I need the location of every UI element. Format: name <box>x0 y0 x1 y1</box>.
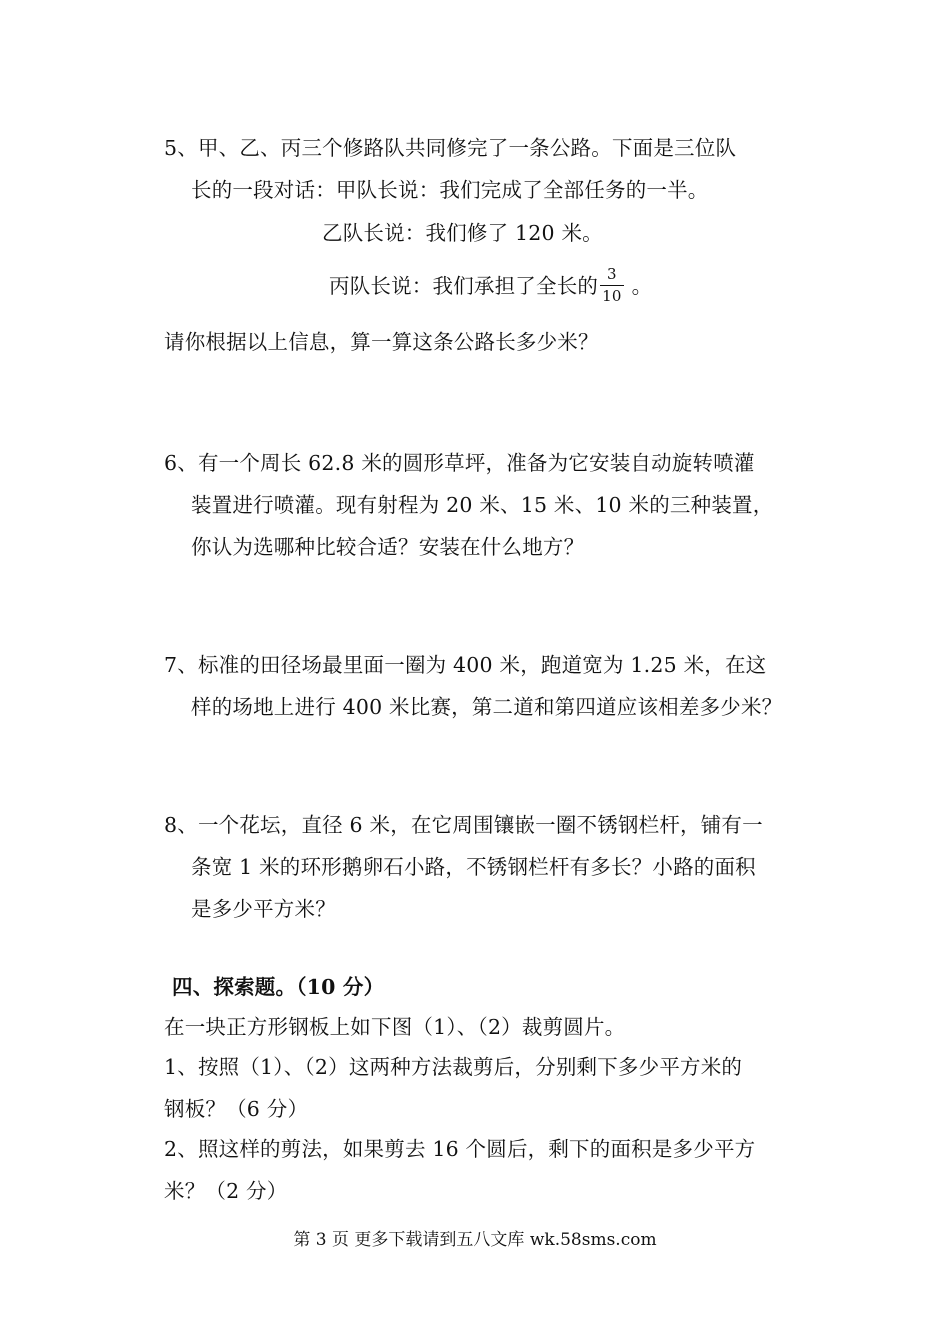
section-4-q1-line-2: 钢板？（6 分） <box>164 1097 309 1121</box>
fraction-denominator: 10 <box>602 287 622 305</box>
q8-line-3: 是多少平方米？ <box>191 897 336 921</box>
q7-line-1: 7、标准的田径场最里面一圈为 400 米，跑道宽为 1.25 米，在这 <box>164 653 767 677</box>
q5-line-4-prefix: 丙队长说：我们承担了全长的 <box>329 274 599 298</box>
section-4-q2-line-2: 米？（2 分） <box>164 1179 288 1203</box>
section-4-intro: 在一块正方形钢板上如下图（1）、（2）裁剪圆片。 <box>164 1015 626 1039</box>
q6-line-1: 6、有一个周长 62.8 米的圆形草坪，准备为它安装自动旋转喷灌 <box>164 451 755 475</box>
q5-line-1: 5、甲、乙、丙三个修路队共同修完了一条公路。下面是三位队 <box>164 136 737 160</box>
q5-line-4-suffix: 。 <box>631 274 653 298</box>
q6-line-2: 装置进行喷灌。现有射程为 20 米、15 米、10 米的三种装置， <box>191 493 774 517</box>
section-4-heading: 四、探索题。（10 分） <box>172 975 385 999</box>
q5-line-3: 乙队长说：我们修了 120 米。 <box>322 221 603 245</box>
fraction-numerator: 3 <box>600 266 624 286</box>
q8-line-2: 条宽 1 米的环形鹅卵石小路，不锈钢栏杆有多长？小路的面积 <box>191 855 756 879</box>
q8-line-1: 8、一个花坛，直径 6 米，在它周围镶嵌一圈不锈钢栏杆，铺有一 <box>164 813 763 837</box>
q5-line-2: 长的一段对话：甲队长说：我们完成了全部任务的一半。 <box>191 178 709 202</box>
page-footer: 第 3 页 更多下载请到五八文库 wk.58sms.com <box>293 1230 657 1250</box>
q7-line-2: 样的场地上进行 400 米比赛，第二道和第四道应该相差多少米？ <box>191 695 783 719</box>
q6-line-3: 你认为选哪种比较合适？安装在什么地方？ <box>191 535 585 559</box>
section-4-q2-line-1: 2、照这样的剪法，如果剪去 16 个圆后，剩下的面积是多少平方 <box>164 1137 756 1161</box>
section-4-q1-line-1: 1、按照（1）、（2）这两种方法裁剪后，分别剩下多少平方米的 <box>164 1055 743 1079</box>
q5-line-4 <box>329 265 653 307</box>
fraction-three-tenths <box>600 266 624 305</box>
q5-line-5: 请你根据以上信息，算一算这条公路长多少米？ <box>164 330 599 354</box>
